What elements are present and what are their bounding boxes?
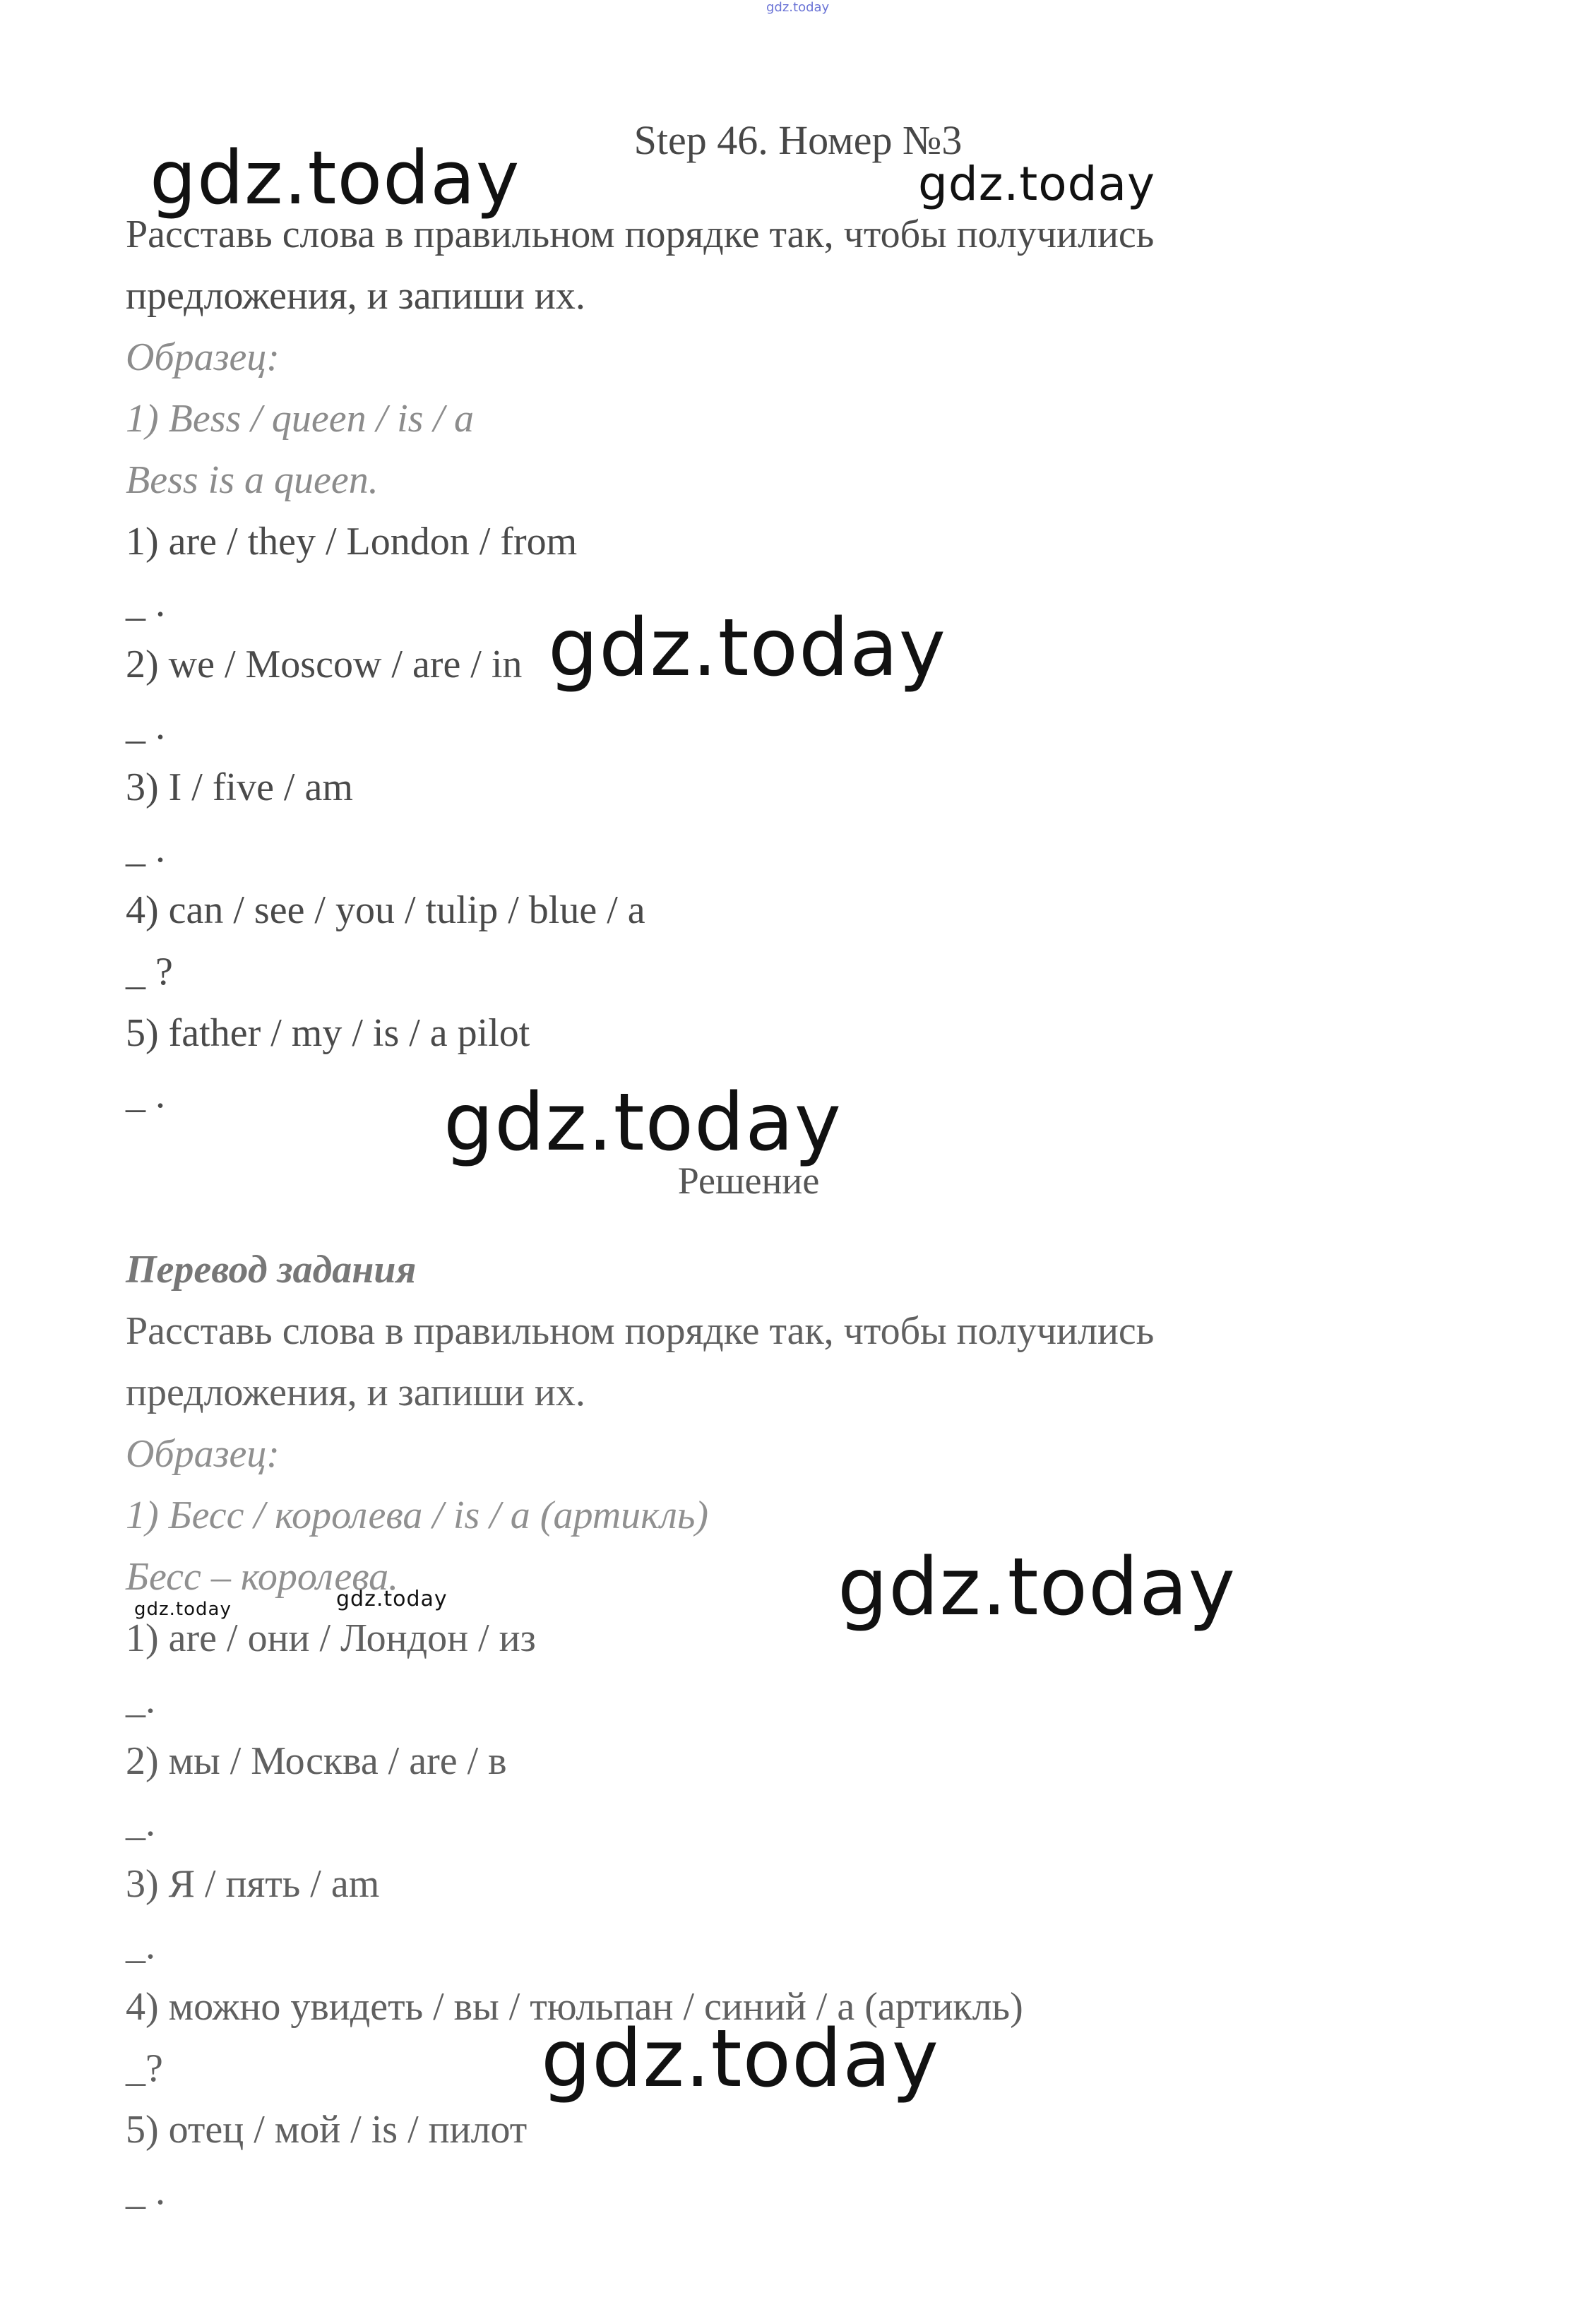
- translation-item-blank: _.: [126, 1678, 155, 1722]
- watermark: gdz.today: [541, 2013, 940, 2105]
- watermark: gdz.today: [838, 1542, 1237, 1633]
- translation-instruction-line-1: Расставь слова в правильном порядке так, чтобы получились: [126, 1309, 1155, 1353]
- watermark: gdz.today: [443, 1077, 842, 1169]
- solution-heading: Решение: [677, 1160, 820, 1202]
- translation-item-words: 1) are / они / Лондон / из: [126, 1616, 536, 1660]
- task-example-words: 1) Bess / queen / is / a: [126, 397, 475, 441]
- page-title: Step 46. Номер №3: [633, 117, 963, 163]
- watermark: gdz.today: [548, 602, 947, 694]
- translation-item-blank: _?: [126, 2046, 163, 2090]
- watermark: gdz.today: [336, 1587, 448, 1611]
- task-item-words: 5) father / my / is / a pilot: [126, 1011, 530, 1055]
- task-item-words: 1) are / they / London / from: [126, 520, 578, 564]
- translation-instruction-line-2: предложения, и запиши их.: [126, 1371, 585, 1414]
- watermark: gdz.today: [918, 157, 1156, 211]
- task-item-blank: _ .: [126, 704, 165, 748]
- task-instruction-line-2: предложения, и запиши их.: [126, 274, 585, 318]
- translation-example-answer: Бесс – королева.: [126, 1555, 399, 1599]
- task-example-answer: Bess is a queen.: [126, 458, 379, 502]
- task-item-words: 2) we / Moscow / are / in: [126, 643, 523, 686]
- task-item-blank: _ ?: [126, 950, 173, 994]
- watermark: gdz.today: [150, 135, 520, 221]
- translation-item-words: 2) мы / Москва / are / в: [126, 1739, 507, 1783]
- translation-item-blank: _ .: [126, 2169, 165, 2213]
- translation-item-words: 4) можно увидеть / вы / тюльпан / синий / a (артикль): [126, 1985, 1023, 2029]
- task-item-blank: _ .: [126, 827, 165, 871]
- header-watermark: gdz.today: [766, 0, 830, 15]
- translation-example-words: 1) Бесс / королева / is / a (артикль): [126, 1494, 709, 1537]
- task-item-words: 3) I / five / am: [126, 765, 353, 809]
- task-instruction-line-1: Расставь слова в правильном порядке так, чтобы получились: [126, 213, 1155, 256]
- watermark: gdz.today: [134, 1599, 232, 1620]
- task-item-blank: _ .: [126, 581, 165, 625]
- translation-heading: Перевод задания: [126, 1248, 417, 1292]
- translation-item-words: 3) Я / пять / am: [126, 1862, 380, 1906]
- translation-item-blank: _.: [126, 1924, 155, 1967]
- translation-item-words: 5) отец / мой / is / пилот: [126, 2108, 528, 2152]
- task-item-blank: _ .: [126, 1073, 165, 1116]
- task-item-words: 4) can / see / you / tulip / blue / a: [126, 888, 645, 932]
- task-example-label: Образец:: [126, 335, 280, 379]
- translation-example-label: Образец:: [126, 1432, 280, 1476]
- translation-item-blank: _.: [126, 1801, 155, 1844]
